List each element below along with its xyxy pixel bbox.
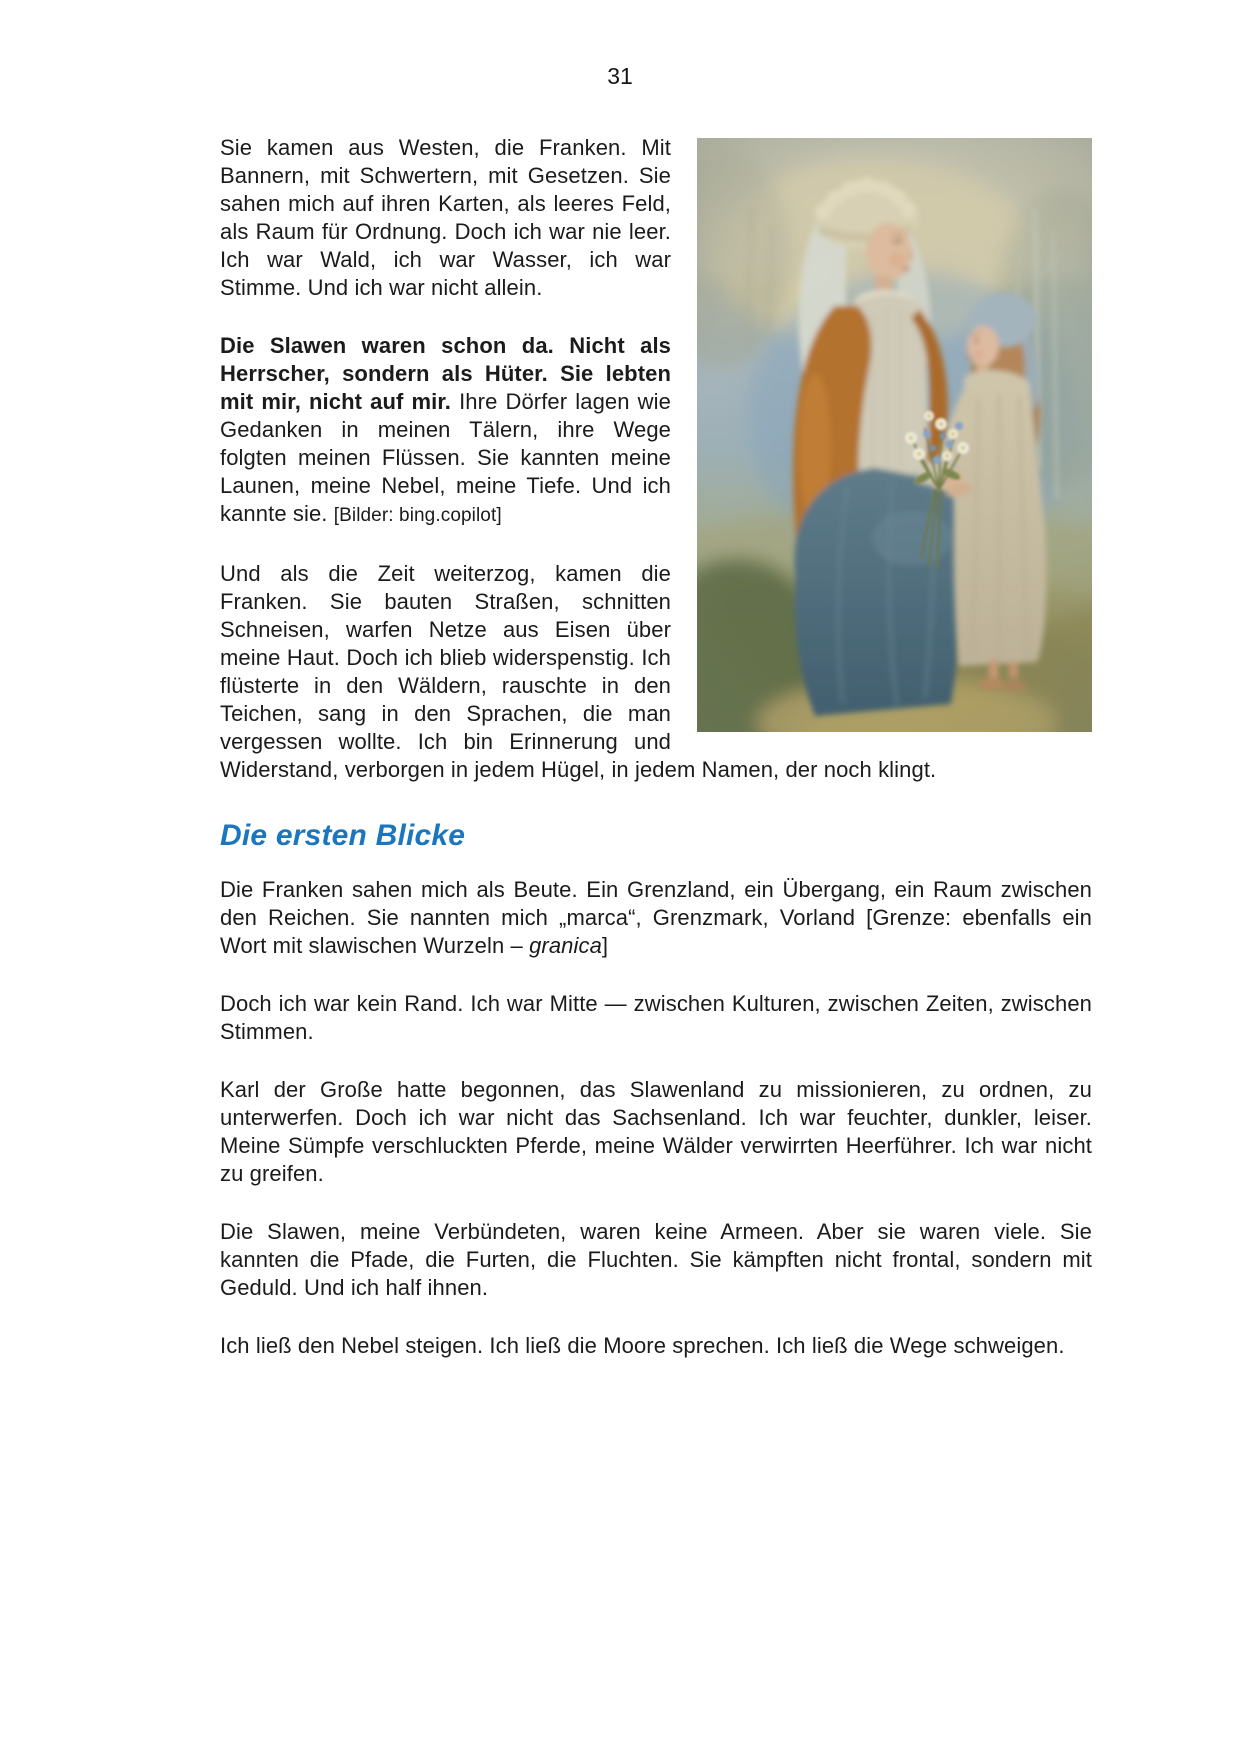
paragraph-intro-text: Sie kamen aus Westen, die Franken. Mit Bannern, mit Schwertern, mit Gesetzen. Sie sahen mich auf ihren Karten, als leeres Feld, als Raum für Ordnung. Doch ich war nie leer. Ich war Wald, ich war Wasser, ich war Stimme. Und ich war nicht allein. [220,135,671,300]
paragraph-nebel [220,1332,1092,1360]
granica-term: granica [529,933,602,958]
paragraph-beute [220,876,1092,960]
paragraph-mitte-text: Doch ich war kein Rand. Ich war Mitte — zwischen Kulturen, zwischen Zeiten, zwischen Stimmen. [220,991,1092,1044]
page-number: 31 [607,63,633,89]
paragraph-karl [220,1076,1092,1188]
image-source-note: [Bilder: bing.copilot] [333,505,502,526]
paragraph-slawen-bold: Die Slawen waren schon da. Nicht als Herrscher, sondern als Hüter. Sie lebten mit mir, nicht auf mir. [220,333,671,414]
section-heading: Die ersten Blicke [220,819,466,852]
paragraph-verbuendete [220,1218,1092,1302]
paragraph-verbuendete-text: Die Slawen, meine Verbündeten, waren keine Armeen. Aber sie waren viele. Sie kannten die Pfade, die Furten, die Fluchten. Sie kämpften nicht frontal, sondern mit Geduld. Und ich half ihnen. [220,1219,1092,1300]
paragraph-karl-text: Karl der Große hatte begonnen, das Slawenland zu missionieren, zu ordnen, zu unterwerfen. Doch ich war nicht das Sachsenland. Ich war feuchter, dunkler, leiser. Meine Sümpfe verschluckten Pferde, meine Wälder verwirrten Heerführer. Ich war nicht zu greifen. [220,1077,1092,1186]
paragraph-beute-text: Die Franken sahen mich als Beute. Ein Grenzland, ein Übergang, ein Raum zwischen den Reichen. Sie nannten mich „marca“, Grenzmark, Vorland [Grenze: ebenfalls ein Wort mit slawischen Wurzeln – [220,877,1092,958]
page-content [220,134,1092,1360]
mother-and-child-painting [697,138,1092,732]
paragraph-mitte [220,990,1092,1046]
paragraph-nebel-text: Ich ließ den Nebel steigen. Ich ließ die Moore sprechen. Ich ließ die Wege schweigen. [220,1333,1065,1358]
paragraph-zeit-text: Und als die Zeit weiterzog, kamen die Franken. Sie bauten Straßen, schnitten Schneisen, warfen Netze aus Eisen über meine Haut. Doch ich blieb widerspenstig. Ich flüsterte in den Wäldern, rauschte in den Teichen, sang in den Sprachen, die man vergessen wollte. Ich bin Erinnerung und Widerstand, verborgen in jedem Hügel, in jedem Namen, der noch klingt. [220,561,937,782]
paragraph-slawen-text: Ihre Dörfer lagen wie Gedanken in meinen Tälern, ihre Wege folgten meinen Flüssen. Sie kannten meine Launen, meine Nebel, meine Tiefe. Und ich kannte sie. [220,389,671,526]
painting-svg [697,138,1092,732]
paragraph-beute-end: ] [601,933,609,958]
